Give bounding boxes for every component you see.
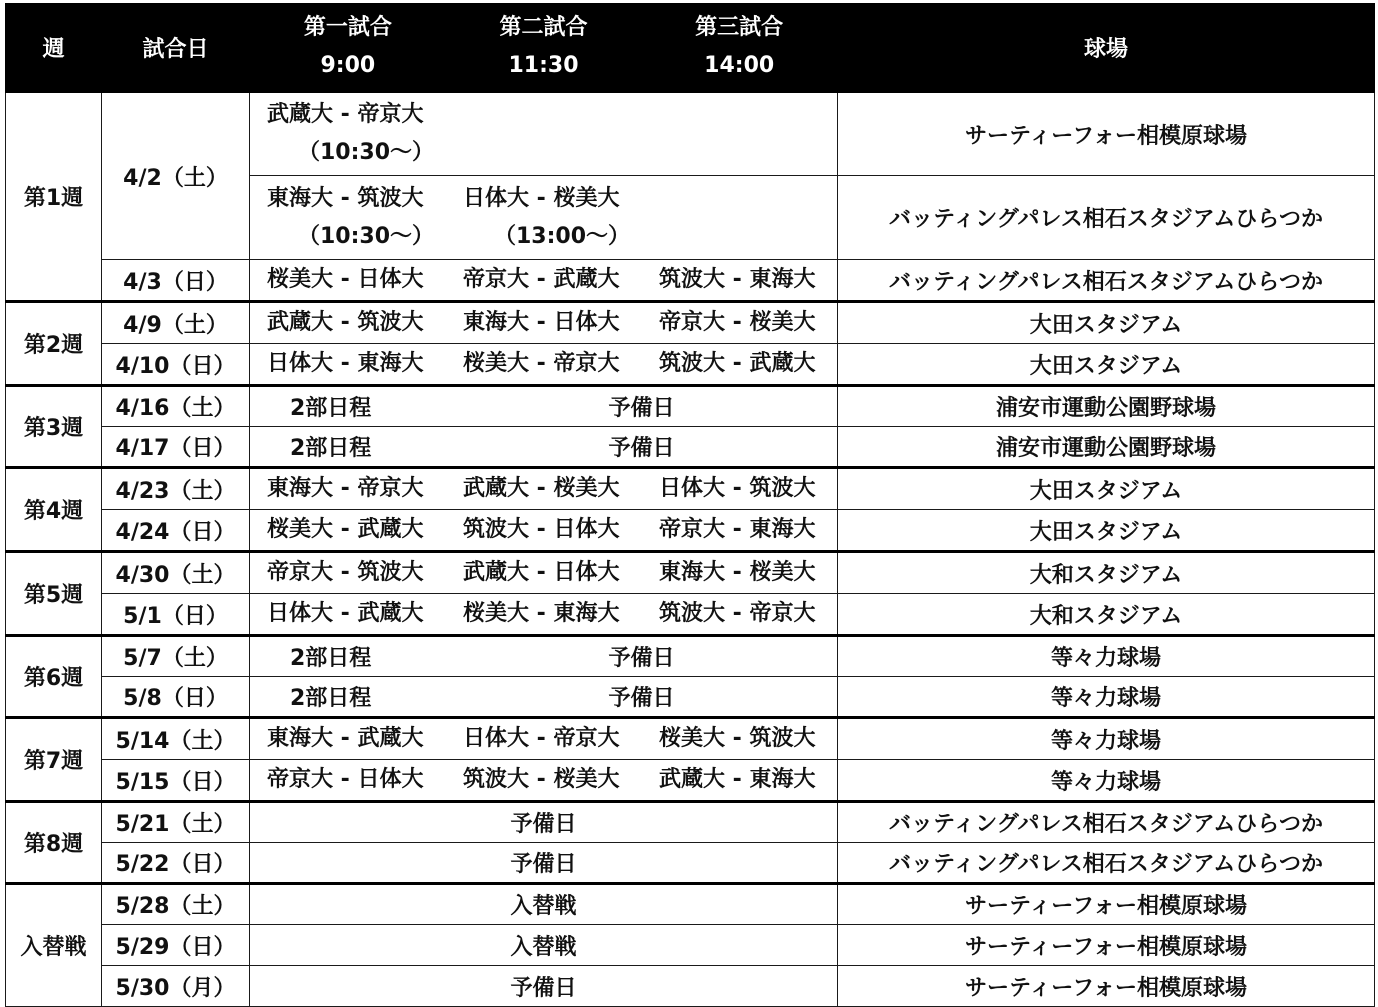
game-matchup: 桜美大 - 筑波大 xyxy=(659,726,816,751)
game-matchup: 筑波大 - 桜美大 xyxy=(463,767,620,792)
games-cell xyxy=(250,176,838,260)
table-row xyxy=(6,302,1375,344)
game-matchup: 帝京大 - 日体大 xyxy=(267,767,424,792)
reserve-day-note: 予備日 xyxy=(608,686,675,711)
table-row xyxy=(6,510,1375,552)
game-time-note: （10:30～） xyxy=(298,140,435,165)
game-matchup: 桜美大 - 日体大 xyxy=(267,267,424,292)
second-division-note: 2部日程 xyxy=(290,396,372,421)
games-cell xyxy=(250,552,838,594)
replacement-game-note: 入替戦 xyxy=(250,925,838,966)
replacement-game-note: 入替戦 xyxy=(250,884,838,925)
games-cell xyxy=(250,386,838,427)
venue: サーティーフォー相模原球場 xyxy=(838,925,1375,966)
header-game2-name: 第二試合 xyxy=(499,15,588,40)
reserve-day-note: 予備日 xyxy=(608,396,675,421)
game-matchup: 桜美大 - 武蔵大 xyxy=(267,517,424,542)
games-cell xyxy=(250,677,838,718)
header-game1-time: 9:00 xyxy=(320,53,376,78)
venue: 等々力球場 xyxy=(838,718,1375,760)
game-time-note: （13:00～） xyxy=(494,223,631,249)
match-date: 5/7（土） xyxy=(102,636,250,677)
game-matchup: 筑波大 - 日体大 xyxy=(463,517,620,542)
game-matchup: 武蔵大 - 筑波大 xyxy=(267,310,424,335)
venue: 大和スタジアム xyxy=(838,552,1375,594)
venue: 大田スタジアム xyxy=(838,344,1375,386)
table-row xyxy=(6,344,1375,386)
game-matchup: 日体大 - 武蔵大 xyxy=(267,601,424,626)
games-cell xyxy=(250,92,838,176)
venue: サーティーフォー相模原球場 xyxy=(838,884,1375,925)
venue: サーティーフォー相模原球場 xyxy=(838,966,1375,1007)
game-matchup: 東海大 - 帝京大 xyxy=(267,476,424,501)
game-matchup: 武蔵大 - 日体大 xyxy=(463,560,620,585)
table-row xyxy=(6,594,1375,636)
games-cell xyxy=(250,302,838,344)
game-time-note: （10:30～） xyxy=(298,223,435,249)
venue: 大和スタジアム xyxy=(838,594,1375,636)
match-date: 4/24（日） xyxy=(102,510,250,552)
match-date: 5/14（土） xyxy=(102,718,250,760)
game-matchup: 帝京大 - 東海大 xyxy=(659,517,816,542)
venue: バッティングパレス相石スタジアムひらつか xyxy=(838,176,1375,260)
table-row xyxy=(6,92,1375,176)
reserve-day-note: 予備日 xyxy=(608,436,675,461)
header-games xyxy=(250,4,838,92)
game-matchup: 東海大 - 武蔵大 xyxy=(267,726,424,751)
week-label: 第8週 xyxy=(6,802,102,884)
header-week: 週 xyxy=(6,4,102,92)
week-label: 第1週 xyxy=(6,92,102,302)
venue: バッティングパレス相石スタジアムひらつか xyxy=(838,802,1375,843)
table-row xyxy=(6,718,1375,760)
match-date: 4/10（日） xyxy=(102,344,250,386)
week-label: 第7週 xyxy=(6,718,102,802)
game-matchup: 武蔵大 - 東海大 xyxy=(659,767,816,792)
game-matchup: 東海大 - 日体大 xyxy=(463,310,620,335)
week-label: 第2週 xyxy=(6,302,102,386)
venue: 等々力球場 xyxy=(838,636,1375,677)
week-label: 第3週 xyxy=(6,386,102,468)
match-date: 4/30（土） xyxy=(102,552,250,594)
second-division-note: 2部日程 xyxy=(290,436,372,461)
games-cell xyxy=(250,760,838,802)
match-date: 4/3（日） xyxy=(102,260,250,302)
header-venue: 球場 xyxy=(838,4,1375,92)
second-division-note: 2部日程 xyxy=(290,646,372,671)
game-matchup: 桜美大 - 帝京大 xyxy=(463,351,620,376)
venue: バッティングパレス相石スタジアムひらつか xyxy=(838,843,1375,884)
reserve-day-note: 予備日 xyxy=(608,646,675,671)
game-matchup: 日体大 - 帝京大 xyxy=(463,726,620,751)
games-cell xyxy=(250,594,838,636)
game-matchup: 東海大 - 筑波大 xyxy=(267,185,424,211)
games-cell xyxy=(250,427,838,468)
venue: 大田スタジアム xyxy=(838,302,1375,344)
match-date: 4/9（土） xyxy=(102,302,250,344)
table-row xyxy=(6,552,1375,594)
table-row xyxy=(6,925,1375,966)
game-matchup: 日体大 - 桜美大 xyxy=(463,185,620,211)
week-label: 入替戦 xyxy=(6,884,102,1007)
reserve-day-note: 予備日 xyxy=(250,843,838,884)
game-matchup: 帝京大 - 武蔵大 xyxy=(463,267,620,292)
venue: 大田スタジアム xyxy=(838,510,1375,552)
header-game1-name: 第一試合 xyxy=(303,15,392,40)
match-date: 5/8（日） xyxy=(102,677,250,718)
header-game3-time: 14:00 xyxy=(704,53,775,78)
match-date: 5/15（日） xyxy=(102,760,250,802)
venue: 等々力球場 xyxy=(838,760,1375,802)
game-matchup: 東海大 - 桜美大 xyxy=(659,560,816,585)
table-row xyxy=(6,802,1375,843)
reserve-day-note: 予備日 xyxy=(250,802,838,843)
game-matchup: 筑波大 - 帝京大 xyxy=(659,601,816,626)
game-matchup: 帝京大 - 桜美大 xyxy=(659,310,816,335)
venue: 浦安市運動公園野球場 xyxy=(838,427,1375,468)
table-row xyxy=(6,386,1375,427)
game-matchup: 日体大 - 東海大 xyxy=(267,351,424,376)
game-matchup: 武蔵大 - 帝京大 xyxy=(267,102,424,127)
week-label: 第4週 xyxy=(6,468,102,552)
reserve-day-note: 予備日 xyxy=(250,966,838,1007)
match-date: 5/21（土） xyxy=(102,802,250,843)
header-row xyxy=(6,4,1375,92)
venue: バッティングパレス相石スタジアムひらつか xyxy=(838,260,1375,302)
header-game3-name: 第三試合 xyxy=(695,15,784,40)
second-division-note: 2部日程 xyxy=(290,686,372,711)
match-date: 4/16（土） xyxy=(102,386,250,427)
games-cell xyxy=(250,468,838,510)
table-row xyxy=(6,260,1375,302)
game-matchup: 桜美大 - 東海大 xyxy=(463,601,620,626)
header-game2-time: 11:30 xyxy=(508,53,579,78)
table-row xyxy=(6,843,1375,884)
match-date: 5/30（月） xyxy=(102,966,250,1007)
week-label: 第5週 xyxy=(6,552,102,636)
games-cell xyxy=(250,718,838,760)
match-date: 4/17（日） xyxy=(102,427,250,468)
table-row xyxy=(6,884,1375,925)
table-row xyxy=(6,427,1375,468)
match-date: 5/1（日） xyxy=(102,594,250,636)
match-date: 4/2（土） xyxy=(102,92,250,260)
games-cell xyxy=(250,260,838,302)
venue: 浦安市運動公園野球場 xyxy=(838,386,1375,427)
match-date: 4/23（土） xyxy=(102,468,250,510)
table-row xyxy=(6,677,1375,718)
game-matchup: 筑波大 - 武蔵大 xyxy=(659,351,816,376)
match-date: 5/29（日） xyxy=(102,925,250,966)
header-date: 試合日 xyxy=(102,4,250,92)
venue: 等々力球場 xyxy=(838,677,1375,718)
game-matchup: 日体大 - 筑波大 xyxy=(659,476,816,501)
table-row xyxy=(6,760,1375,802)
venue: 大田スタジアム xyxy=(838,468,1375,510)
games-cell xyxy=(250,636,838,677)
schedule-table xyxy=(5,3,1375,1007)
table-row xyxy=(6,468,1375,510)
table-row xyxy=(6,966,1375,1007)
games-cell xyxy=(250,344,838,386)
venue: サーティーフォー相模原球場 xyxy=(838,92,1375,176)
game-matchup: 帝京大 - 筑波大 xyxy=(267,560,424,585)
game-matchup: 武蔵大 - 桜美大 xyxy=(463,476,620,501)
game-matchup: 筑波大 - 東海大 xyxy=(659,267,816,292)
week-label: 第6週 xyxy=(6,636,102,718)
table-row xyxy=(6,636,1375,677)
games-cell xyxy=(250,510,838,552)
match-date: 5/28（土） xyxy=(102,884,250,925)
match-date: 5/22（日） xyxy=(102,843,250,884)
